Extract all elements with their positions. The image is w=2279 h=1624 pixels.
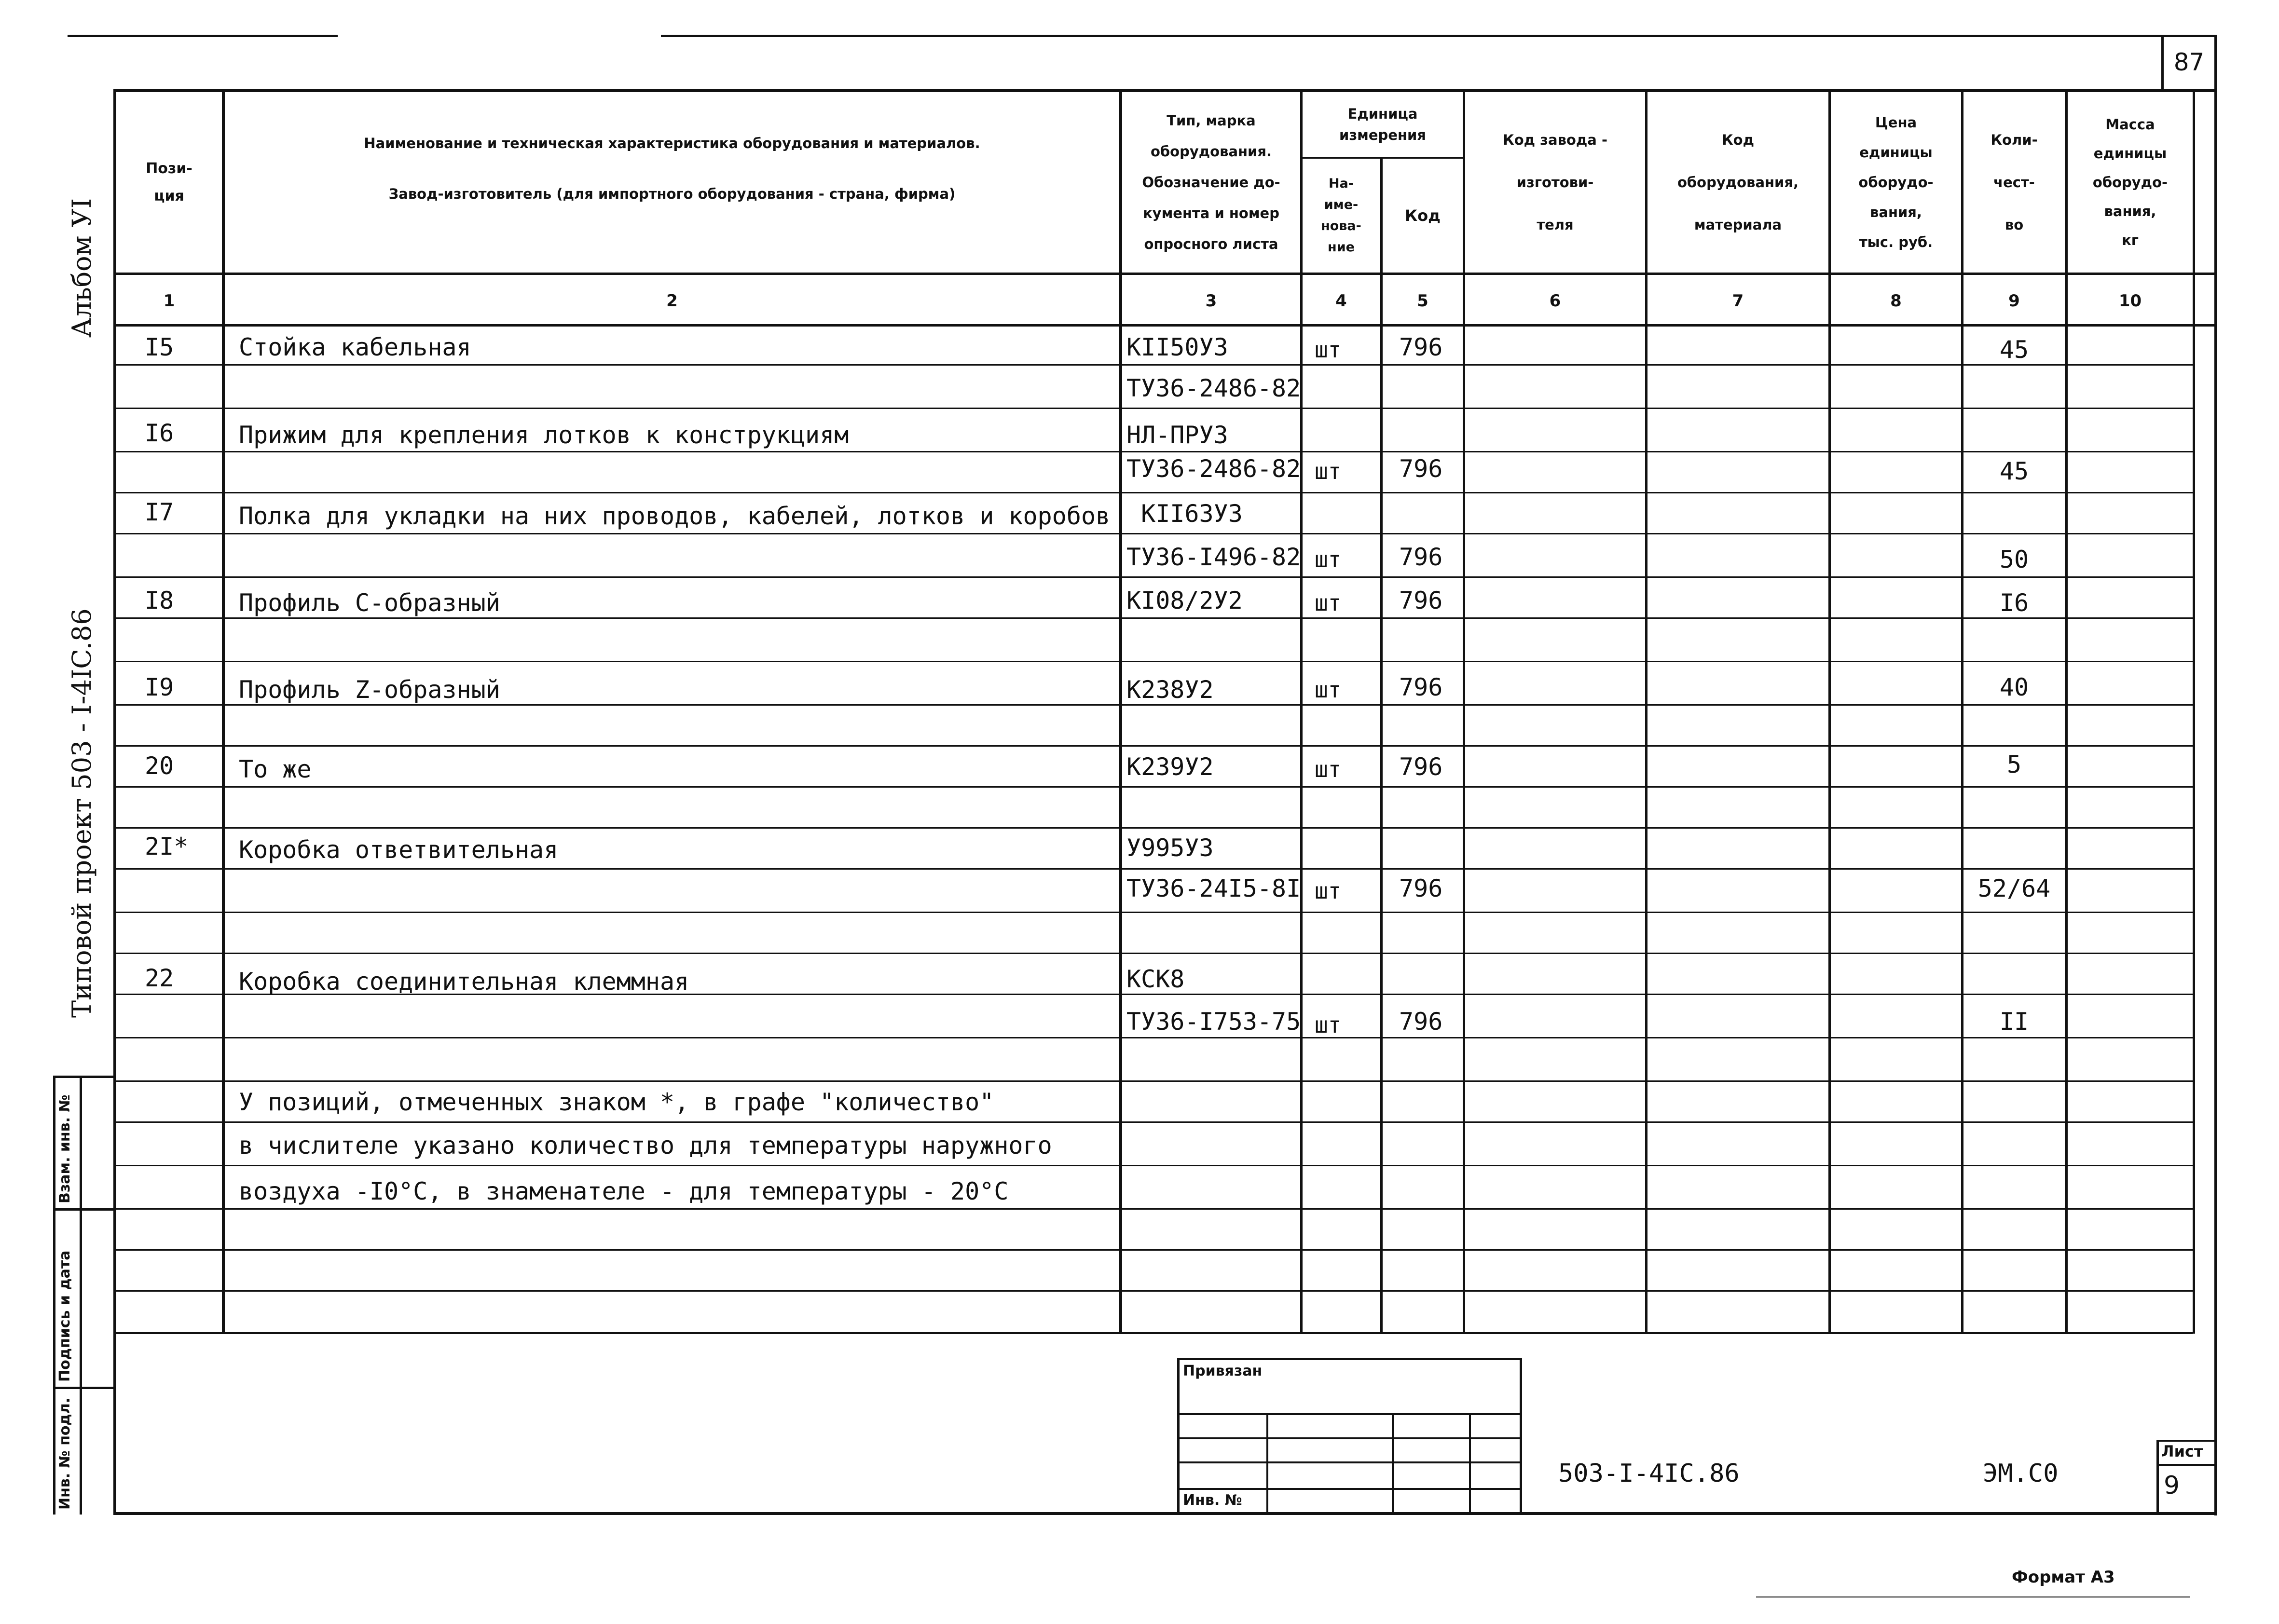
document-code: ЭМ.С0 [1983,1459,2059,1488]
col-number-5: 5 [1417,291,1428,311]
header-quantity: Коли- чест- во [1991,132,2038,233]
table-row-qty: 45 [1999,336,2029,364]
header-mass: Масса единицы оборудо- вания, кг [2092,116,2168,248]
table-row-qty: 5 [2006,751,2022,778]
table-row-code: 796 [1399,753,1443,781]
table-row-name: То же [239,755,312,783]
table-row-name: Полка для укладки на них проводов, кабелей, лотков и коробов [239,502,1111,530]
table-row-unit: шт [1315,546,1342,573]
note-line-2: в числителе указано количество для температуры наружного [239,1132,1052,1160]
header-equipment-code: Код оборудования, материала [1677,132,1799,233]
col-number-10: 10 [2118,291,2142,311]
table-row-type: КСК8 [1126,965,1185,993]
table-row-code: 796 [1399,543,1443,571]
table-row-unit: шт [1315,590,1342,616]
table-row-type: ТУ36-24I5-8I [1126,874,1301,902]
table-row-type: К239У2 [1126,753,1214,781]
table-row-unit: шт [1315,878,1342,904]
header-factory-code: Код завода - изготови- теля [1503,132,1607,233]
top-rule-right [661,35,2214,37]
list-number: 9 [2164,1471,2180,1500]
sheet-number: 87 [2173,48,2205,76]
table-row-pos: I5 [145,333,174,361]
header-price: Цена единицы оборудо- вания, тыс. руб. [1858,114,1934,250]
header-unit: Единица измерения [1339,106,1426,143]
table-row-unit: шт [1315,337,1342,363]
table-row-pos: I7 [145,498,174,526]
table-row-qty: 50 [1999,546,2029,573]
table-row-name: Коробка ответвительная [239,836,559,864]
table-row-pos: 2I* [145,832,189,860]
col-number-3: 3 [1205,291,1217,311]
frame-bottom-line [113,1512,2214,1515]
table-row-unit: шт [1315,458,1342,484]
table-row-qty: II [1999,1008,2029,1036]
col-number-6: 6 [1549,291,1561,311]
header-position: Пози- ция [146,160,192,205]
table-row-qty: I6 [1999,589,2029,617]
header-name-line1: Наименование и техническая характеристика оборудования и материалов. [364,135,980,151]
stamp-vzam: Взам. инв. № [56,1094,73,1203]
table-row-code: 796 [1399,455,1443,483]
table-row-pos: 20 [145,752,174,780]
table-row-name: Профиль Z-образный [239,676,500,704]
header-type: Тип, марка оборудования. Обозначение до- кумента и номер опросного листа [1142,112,1280,252]
table-row-type: ТУ36-I496-82 [1126,543,1301,571]
col-number-2: 2 [666,291,678,311]
table-row-type: ТУ36-I753-75 [1126,1008,1301,1036]
top-rule-left [68,35,338,37]
table-row-pos: I6 [145,419,174,447]
project-label: Типовой проект 503 - I-4IC.86 [67,608,97,1018]
stamp-podpis: Подпись и дата [56,1250,73,1382]
table-row-qty: 45 [1999,457,2029,485]
privyazan-label: Привязан [1183,1363,1263,1379]
col-number-8: 8 [1890,291,1902,311]
table-row-type: КII50У3 [1126,333,1228,361]
stamp-inv-podl: Инв. № подл. [56,1397,73,1510]
table-row-type: ТУ36-2486-82 [1126,374,1301,402]
table-row-pos: 22 [145,964,174,992]
right-edge-line [2214,35,2217,1515]
header-unit-code: Код [1405,206,1441,225]
table-row-name: Профиль С-образный [239,589,500,617]
header-unit-name: На- име- нова- ние [1321,176,1361,255]
table-row-code: 796 [1399,587,1443,614]
col-number-1: 1 [163,291,175,311]
table-row-qty: 52/64 [1977,874,2051,902]
table-row-name: Стойка кабельная [239,333,471,361]
note-line-1: У позиций, отмеченных знаком *, в графе "количество" [239,1088,994,1116]
table-row-code: 796 [1399,333,1443,361]
table-row-unit: шт [1315,677,1342,703]
table-row-type: КI08/2У2 [1126,587,1243,614]
table-row-type: ТУ36-2486-82 [1126,455,1301,483]
table-row-code: 796 [1399,673,1443,701]
inv-no-label: Инв. № [1183,1492,1242,1509]
col-number-9: 9 [2008,291,2020,311]
table-row-pos: I8 [145,587,174,614]
table-row-qty: 40 [1999,673,2029,701]
note-line-3: воздуха -I0°С, в знаменателе - для температуры - 20°С [239,1177,1009,1205]
table-row-unit: шт [1315,756,1342,782]
document-number: 503-I-4IC.86 [1558,1459,1740,1488]
list-label: Лист [2161,1442,2203,1460]
format-label: Формат А3 [2012,1568,2115,1587]
table-row-name: Прижим для крепления лотков к конструкциям [239,421,849,449]
col-line-10 [2193,89,2195,1334]
col-number-7: 7 [1732,291,1744,311]
table-row-code: 796 [1399,874,1443,902]
table-row-type: К238У2 [1126,676,1214,704]
table-row-type: КII63У3 [1126,500,1243,528]
table-row-type: У995У3 [1126,834,1214,862]
table-row-unit: шт [1315,1012,1342,1038]
table-row-code: 796 [1399,1008,1443,1036]
table-row-name: Коробка соединительная клеммная [239,968,689,996]
album-label: Альбом УI [67,198,97,338]
table-row-pos: I9 [145,673,174,701]
table-row-type: НЛ-ПРУ3 [1126,421,1228,449]
header-name-line2: Завод-изготовитель (для импортного оборудования - страна, фирма) [388,186,956,202]
col-number-4: 4 [1335,291,1347,311]
